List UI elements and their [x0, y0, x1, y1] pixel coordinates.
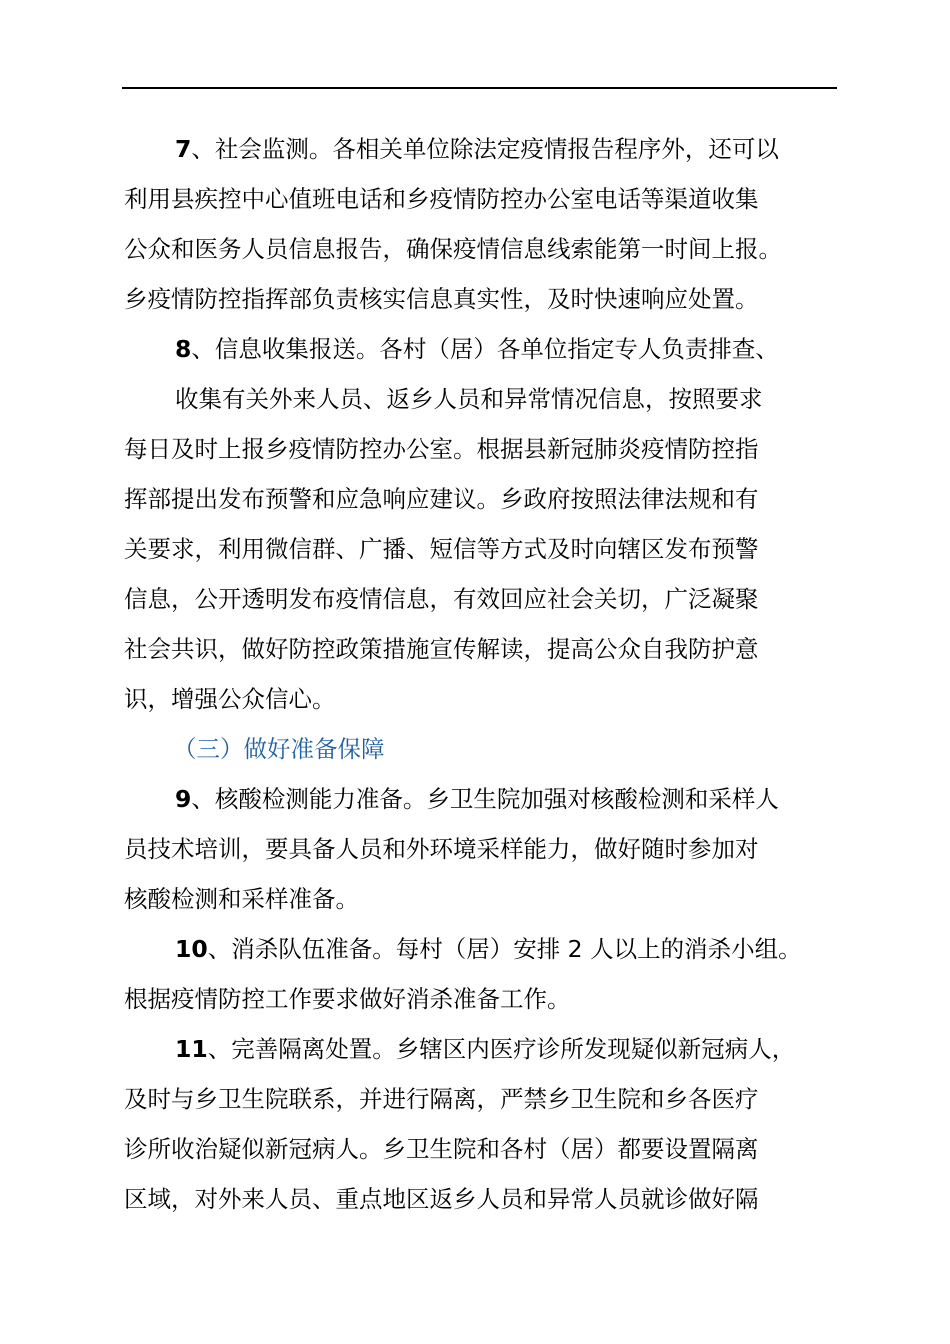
item-number: 10	[175, 935, 208, 963]
paragraph-7-line-4: 乡疫情防控指挥部负责核实信息真实性，及时快速响应处置。	[124, 285, 759, 313]
line-text: 、信息收集报送。各村（居）各单位指定专人负责排查、	[191, 335, 779, 363]
item-number: 8	[175, 335, 192, 363]
paragraph-8-line-6: 信息，公开透明发布疫情信息，有效回应社会关切，广泛凝聚	[124, 585, 759, 613]
paragraph-8-line-5: 关要求，利用微信群、广播、短信等方式及时向辖区发布预警	[124, 535, 759, 563]
paragraph-8-line-3: 每日及时上报乡疫情防控办公室。根据县新冠肺炎疫情防控指	[124, 435, 759, 463]
document-body	[124, 124, 854, 1224]
paragraph-11-line-2: 及时与乡卫生院联系，并进行隔离，严禁乡卫生院和乡各医疗	[124, 1085, 759, 1113]
paragraph-7-line-3: 公众和医务人员信息报告，确保疫情信息线索能第一时间上报。	[124, 235, 782, 263]
paragraph-7-line-1	[124, 124, 854, 174]
line-text: 、消杀队伍准备。每村（居）安排 2 人以上的消杀小组。	[207, 935, 802, 963]
paragraph-10-line-1	[124, 924, 854, 974]
paragraph-11-line-3: 诊所收治疑似新冠病人。乡卫生院和各村（居）都要设置隔离	[124, 1135, 759, 1163]
paragraph-8-line-7: 社会共识，做好防控政策措施宣传解读，提高公众自我防护意	[124, 635, 759, 663]
section-heading: （三）做好准备保障	[173, 735, 385, 763]
line-text: 、完善隔离处置。乡辖区内医疗诊所发现疑似新冠病人，	[207, 1035, 796, 1063]
paragraph-11-line-1	[124, 1024, 854, 1074]
item-number: 9	[175, 785, 192, 813]
line-text: 、核酸检测能力准备。乡卫生院加强对核酸检测和采样人	[191, 785, 779, 813]
paragraph-7-line-2: 利用县疾控中心值班电话和乡疫情防控办公室电话等渠道收集	[124, 185, 759, 213]
item-number: 7	[175, 135, 192, 163]
paragraph-8-line-8: 识，增强公众信心。	[124, 685, 336, 713]
paragraph-8-line-2: 收集有关外来人员、返乡人员和异常情况信息，按照要求	[175, 385, 763, 413]
paragraph-9-line-2: 员技术培训，要具备人员和外环境采样能力，做好随时参加对	[124, 835, 759, 863]
paragraph-8-line-4: 挥部提出发布预警和应急响应建议。乡政府按照法律法规和有	[124, 485, 759, 513]
paragraph-10-line-2: 根据疫情防控工作要求做好消杀准备工作。	[124, 985, 571, 1013]
header-rule	[122, 87, 837, 89]
paragraph-9-line-1	[124, 774, 854, 824]
paragraph-8-line-1	[124, 324, 854, 374]
paragraph-9-line-3: 核酸检测和采样准备。	[124, 885, 359, 913]
item-number: 11	[175, 1035, 208, 1063]
paragraph-11-line-4: 区域，对外来人员、重点地区返乡人员和异常人员就诊做好隔	[124, 1185, 759, 1213]
line-text: 、社会监测。各相关单位除法定疫情报告程序外，还可以	[191, 135, 779, 163]
